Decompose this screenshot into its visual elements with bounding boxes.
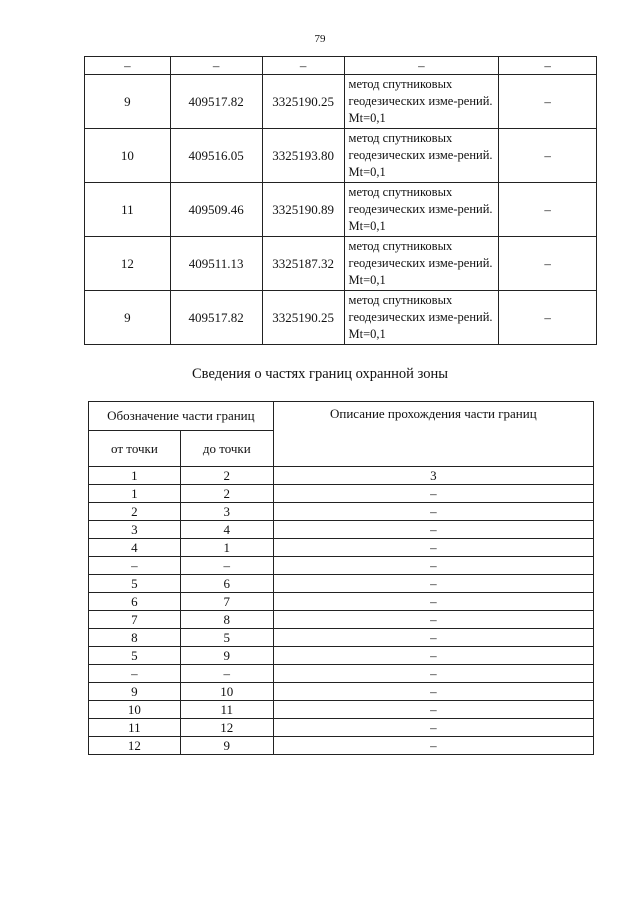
description-cell: – xyxy=(273,503,593,521)
y-coordinate-cell: 3325190.25 xyxy=(262,291,344,345)
point-cell: 10 xyxy=(85,129,171,183)
to-point-cell: 5 xyxy=(180,629,273,647)
table-cell: – xyxy=(85,57,171,75)
to-point-cell: 12 xyxy=(180,719,273,737)
to-point-cell: 10 xyxy=(180,683,273,701)
from-point-cell: 5 xyxy=(89,575,181,593)
from-point-cell: – xyxy=(89,665,181,683)
to-point-cell: 4 xyxy=(180,521,273,539)
table-row xyxy=(89,611,594,629)
table-row xyxy=(89,521,594,539)
point-cell: 12 xyxy=(85,237,171,291)
from-point-cell: 6 xyxy=(89,593,181,611)
from-point-cell: 4 xyxy=(89,539,181,557)
point-cell: 9 xyxy=(85,291,171,345)
table-cell: – xyxy=(344,57,499,75)
table-cell: – xyxy=(499,57,597,75)
from-point-cell: 5 xyxy=(89,647,181,665)
from-point-cell: 2 xyxy=(89,503,181,521)
description-cell: – xyxy=(273,485,593,503)
table-row xyxy=(89,701,594,719)
from-point-cell: 11 xyxy=(89,719,181,737)
from-point-cell: 10 xyxy=(89,701,181,719)
y-coordinate-cell: 3325187.32 xyxy=(262,237,344,291)
from-point-cell: – xyxy=(89,557,181,575)
x-coordinate-cell: 409517.82 xyxy=(170,75,262,129)
table-cell: – xyxy=(170,57,262,75)
note-cell: – xyxy=(499,237,597,291)
from-point-cell: 1 xyxy=(89,485,181,503)
table-row xyxy=(89,593,594,611)
x-coordinate-cell: 409511.13 xyxy=(170,237,262,291)
from-point-cell: 7 xyxy=(89,611,181,629)
coordinates-table xyxy=(84,56,597,345)
table-header-row xyxy=(89,402,594,431)
method-cell: метод спутниковых геодезических изме-рений. Mt=0,1 xyxy=(344,75,499,129)
note-cell: – xyxy=(499,129,597,183)
description-cell: – xyxy=(273,737,593,755)
to-point-cell: – xyxy=(180,557,273,575)
table-row xyxy=(89,539,594,557)
to-point-cell: 8 xyxy=(180,611,273,629)
description-cell: – xyxy=(273,647,593,665)
x-coordinate-cell: 409509.46 xyxy=(170,183,262,237)
note-cell: – xyxy=(499,291,597,345)
to-point-cell: – xyxy=(180,665,273,683)
table-row xyxy=(85,57,597,75)
to-point-cell: 2 xyxy=(180,485,273,503)
table-row xyxy=(89,719,594,737)
table-row xyxy=(89,503,594,521)
table-cell: – xyxy=(262,57,344,75)
from-point-cell: 3 xyxy=(89,521,181,539)
boundary-parts-table xyxy=(88,401,594,755)
from-point-cell: 12 xyxy=(89,737,181,755)
note-cell: – xyxy=(499,75,597,129)
table-row xyxy=(89,647,594,665)
table-row xyxy=(85,291,597,345)
description-cell: – xyxy=(273,539,593,557)
table-row xyxy=(89,683,594,701)
description-cell: – xyxy=(273,593,593,611)
table-row xyxy=(89,575,594,593)
to-point-cell: 11 xyxy=(180,701,273,719)
to-point-cell: 7 xyxy=(180,593,273,611)
header-to-point: до точки xyxy=(180,431,273,467)
y-coordinate-cell: 3325190.89 xyxy=(262,183,344,237)
x-coordinate-cell: 409517.82 xyxy=(170,291,262,345)
table-row xyxy=(89,467,594,485)
point-cell: 11 xyxy=(85,183,171,237)
method-cell: метод спутниковых геодезических изме-рений. Mt=0,1 xyxy=(344,183,499,237)
description-cell: – xyxy=(273,719,593,737)
table-row xyxy=(85,183,597,237)
x-coordinate-cell: 409516.05 xyxy=(170,129,262,183)
from-point-cell: 8 xyxy=(89,629,181,647)
table-row xyxy=(89,629,594,647)
table-row xyxy=(89,737,594,755)
description-cell: – xyxy=(273,701,593,719)
point-cell: 9 xyxy=(85,75,171,129)
page-number: 79 xyxy=(314,33,326,45)
section-title: Сведения о частях границ охранной зоны xyxy=(192,366,448,382)
to-point-cell: 9 xyxy=(180,737,273,755)
table-row xyxy=(85,237,597,291)
description-cell: – xyxy=(273,521,593,539)
table-row xyxy=(89,485,594,503)
table-row xyxy=(85,75,597,129)
description-cell: – xyxy=(273,575,593,593)
description-cell: – xyxy=(273,683,593,701)
to-point-cell: 3 xyxy=(180,503,273,521)
to-point-cell: 2 xyxy=(180,467,273,485)
method-cell: метод спутниковых геодезических изме-рений. Mt=0,1 xyxy=(344,237,499,291)
method-cell: метод спутниковых геодезических изме-рений. Mt=0,1 xyxy=(344,129,499,183)
description-cell: – xyxy=(273,665,593,683)
to-point-cell: 1 xyxy=(180,539,273,557)
description-cell: 3 xyxy=(273,467,593,485)
y-coordinate-cell: 3325193.80 xyxy=(262,129,344,183)
from-point-cell: 1 xyxy=(89,467,181,485)
to-point-cell: 6 xyxy=(180,575,273,593)
table-row xyxy=(85,129,597,183)
note-cell: – xyxy=(499,183,597,237)
description-cell: – xyxy=(273,611,593,629)
to-point-cell: 9 xyxy=(180,647,273,665)
header-description: Описание прохождения части границ xyxy=(273,402,593,467)
header-from-point: от точки xyxy=(89,431,181,467)
description-cell: – xyxy=(273,557,593,575)
method-cell: метод спутниковых геодезических изме-рений. Mt=0,1 xyxy=(344,291,499,345)
description-cell: – xyxy=(273,629,593,647)
y-coordinate-cell: 3325190.25 xyxy=(262,75,344,129)
table-row xyxy=(89,665,594,683)
header-boundary-part: Обозначение части границ xyxy=(89,402,274,431)
from-point-cell: 9 xyxy=(89,683,181,701)
table-row xyxy=(89,557,594,575)
